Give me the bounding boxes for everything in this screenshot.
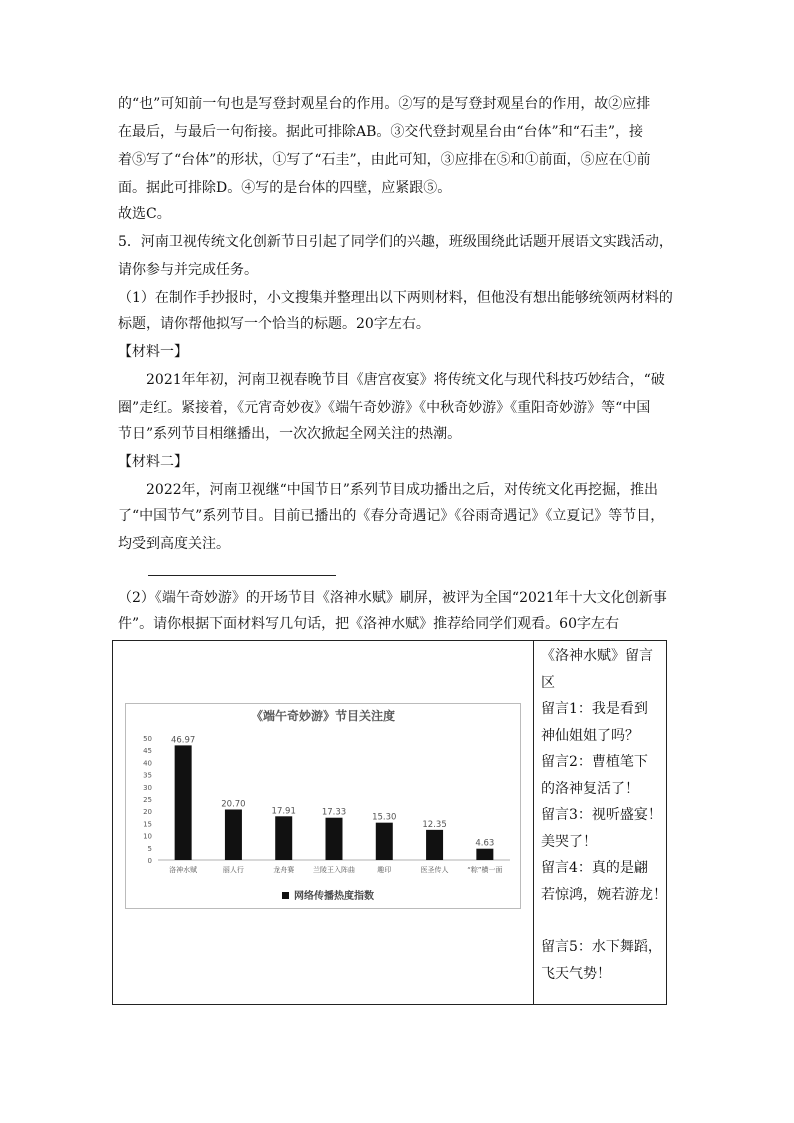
bar: [426, 830, 443, 860]
y-tick-label: 30: [143, 783, 152, 792]
comment-4: 留言4：真的是翩: [541, 860, 648, 876]
bar: [476, 849, 493, 860]
material-one-heading: 【材料一】: [118, 344, 188, 360]
material-one-text: 圈”走红。紧接着，《元宵奇妙夜》《端午奇妙游》《中秋奇妙游》《重阳奇妙游》等“中国: [118, 400, 651, 416]
material-table: [112, 640, 667, 1005]
comment-2: 的洛神复活了！: [541, 780, 639, 797]
material-two-heading: 【材料二】: [118, 454, 188, 470]
bar: [275, 816, 292, 860]
bar-chart: [125, 703, 521, 909]
category-label: 龙舟赛: [273, 866, 295, 874]
answer-line: 着⑤写了“台体”的形状，①写了“石圭”，由此可知，③应排在⑤和①前面，⑤应在①前: [118, 152, 651, 168]
category-label: 兰陵王入阵曲: [313, 866, 355, 874]
material-two-text: 了“中国节气”系列节目。目前已播出的《春分奇遇记》《谷雨奇遇记》《立夏记》等节目，: [118, 508, 665, 524]
category-labels: [169, 865, 502, 874]
y-tick-label: 15: [143, 820, 152, 829]
y-tick-label: 0: [147, 857, 152, 865]
comment-3: 美哭了！: [541, 833, 597, 850]
y-tick-label: 50: [143, 735, 152, 743]
material-two-text: 均受到高度关注。: [118, 536, 230, 552]
category-label: 趣印: [377, 866, 392, 874]
sub-question-1: （1）在制作手抄报时，小文搜集并整理出以下两则材料，但他没有想出能够统领两材料的: [118, 290, 673, 306]
bar-value-label: 17.33: [321, 807, 347, 818]
comment-4: 若惊鸿，婉若游龙！: [541, 886, 667, 903]
comment-1: 神仙姐姐了吗？: [541, 727, 639, 744]
bar: [376, 823, 393, 860]
y-tick-label: 40: [143, 759, 152, 768]
sub-question-2: 件”。请你根据下面材料写几句话，把《洛神水赋》推荐给同学们观看。60字左右: [118, 616, 619, 632]
bar: [225, 809, 242, 860]
table-column-divider: [533, 641, 534, 1004]
chart-legend: 网络传播热度指数: [294, 891, 374, 902]
answer-line: 在最后，与最后一句衔接。据此可排除AB。③交代登封观星台由“台体”和“石圭”，接: [118, 124, 644, 140]
y-tick-label: 5: [147, 844, 152, 853]
bar-chart-svg: [126, 704, 520, 908]
answer-conclusion: 故选C。: [118, 206, 171, 222]
bar-value-label: 12.35: [422, 819, 447, 830]
comment-1: 留言1：我是看到: [541, 701, 648, 717]
comment-3: 留言3：视听盛宴！: [541, 807, 662, 823]
bar-value-label: 20.70: [221, 799, 246, 810]
category-label: “粽”横一面: [467, 866, 503, 874]
sub-question-1: 标题，请你帮他拟写一个恰当的标题。20字左右。: [118, 316, 430, 332]
material-two-text: 2022年，河南卫视继“中国节日”系列节目成功播出之后，对传统文化再挖掘，推出: [146, 482, 658, 498]
comment-2: 留言2：曹植笔下: [541, 754, 648, 770]
bar-value-label: 46.97: [170, 735, 196, 746]
y-tick-label: 45: [143, 747, 152, 756]
material-one-text: 2021年年初，河南卫视春晚节目《唐宫夜宴》将传统文化与现代科技巧妙结合，“破: [146, 372, 665, 388]
question-5-stem: 请你参与并完成任务。: [118, 262, 258, 278]
y-tick-label: 35: [143, 771, 152, 780]
bar-value-label: 15.30: [372, 812, 397, 823]
question-5-stem: 5．河南卫视传统文化创新节日引起了同学们的兴趣，班级围绕此话题开展语文实践活动，: [118, 234, 673, 250]
y-tick-label: 10: [143, 832, 152, 841]
y-tick-label: 20: [143, 808, 152, 817]
bar: [175, 745, 192, 860]
sub-question-2: （2）《端午奇妙游》的开场节目《洛神水赋》刷屏，被评为全国“2021年十大文化创新事: [118, 590, 667, 606]
comment-5: 留言5：水下舞蹈，: [541, 939, 662, 955]
bar-value-label: 4.63: [475, 838, 495, 849]
legend-swatch: [282, 892, 289, 899]
y-axis-ticks: [143, 735, 152, 865]
answer-line: 面。据此可排除D。④写的是台体的四壁，应紧跟⑤。: [118, 180, 452, 196]
answer-blank-line: [148, 575, 336, 576]
bar: [326, 818, 343, 860]
chart-title: 《端午奇妙游》节目关注度: [250, 709, 396, 723]
comment-area-title: 《洛神水赋》留言: [541, 648, 653, 664]
y-tick-label: 25: [143, 796, 152, 804]
category-label: 洛神水赋: [169, 866, 198, 874]
bar-value-label: 17.91: [271, 806, 296, 817]
category-label: 医圣传人: [420, 866, 449, 874]
answer-line: 的“也”可知前一句也是写登封观星台的作用。②写的是写登封观星台的作用，故②应排: [118, 96, 651, 112]
comment-5: 飞天气势！: [541, 965, 611, 982]
category-label: 丽人行: [222, 866, 244, 874]
comment-area: [541, 643, 667, 987]
comment-area-title: 区: [541, 674, 555, 691]
material-one-text: 节日”系列节目相继播出，一次次掀起全网关注的热潮。: [118, 426, 462, 442]
